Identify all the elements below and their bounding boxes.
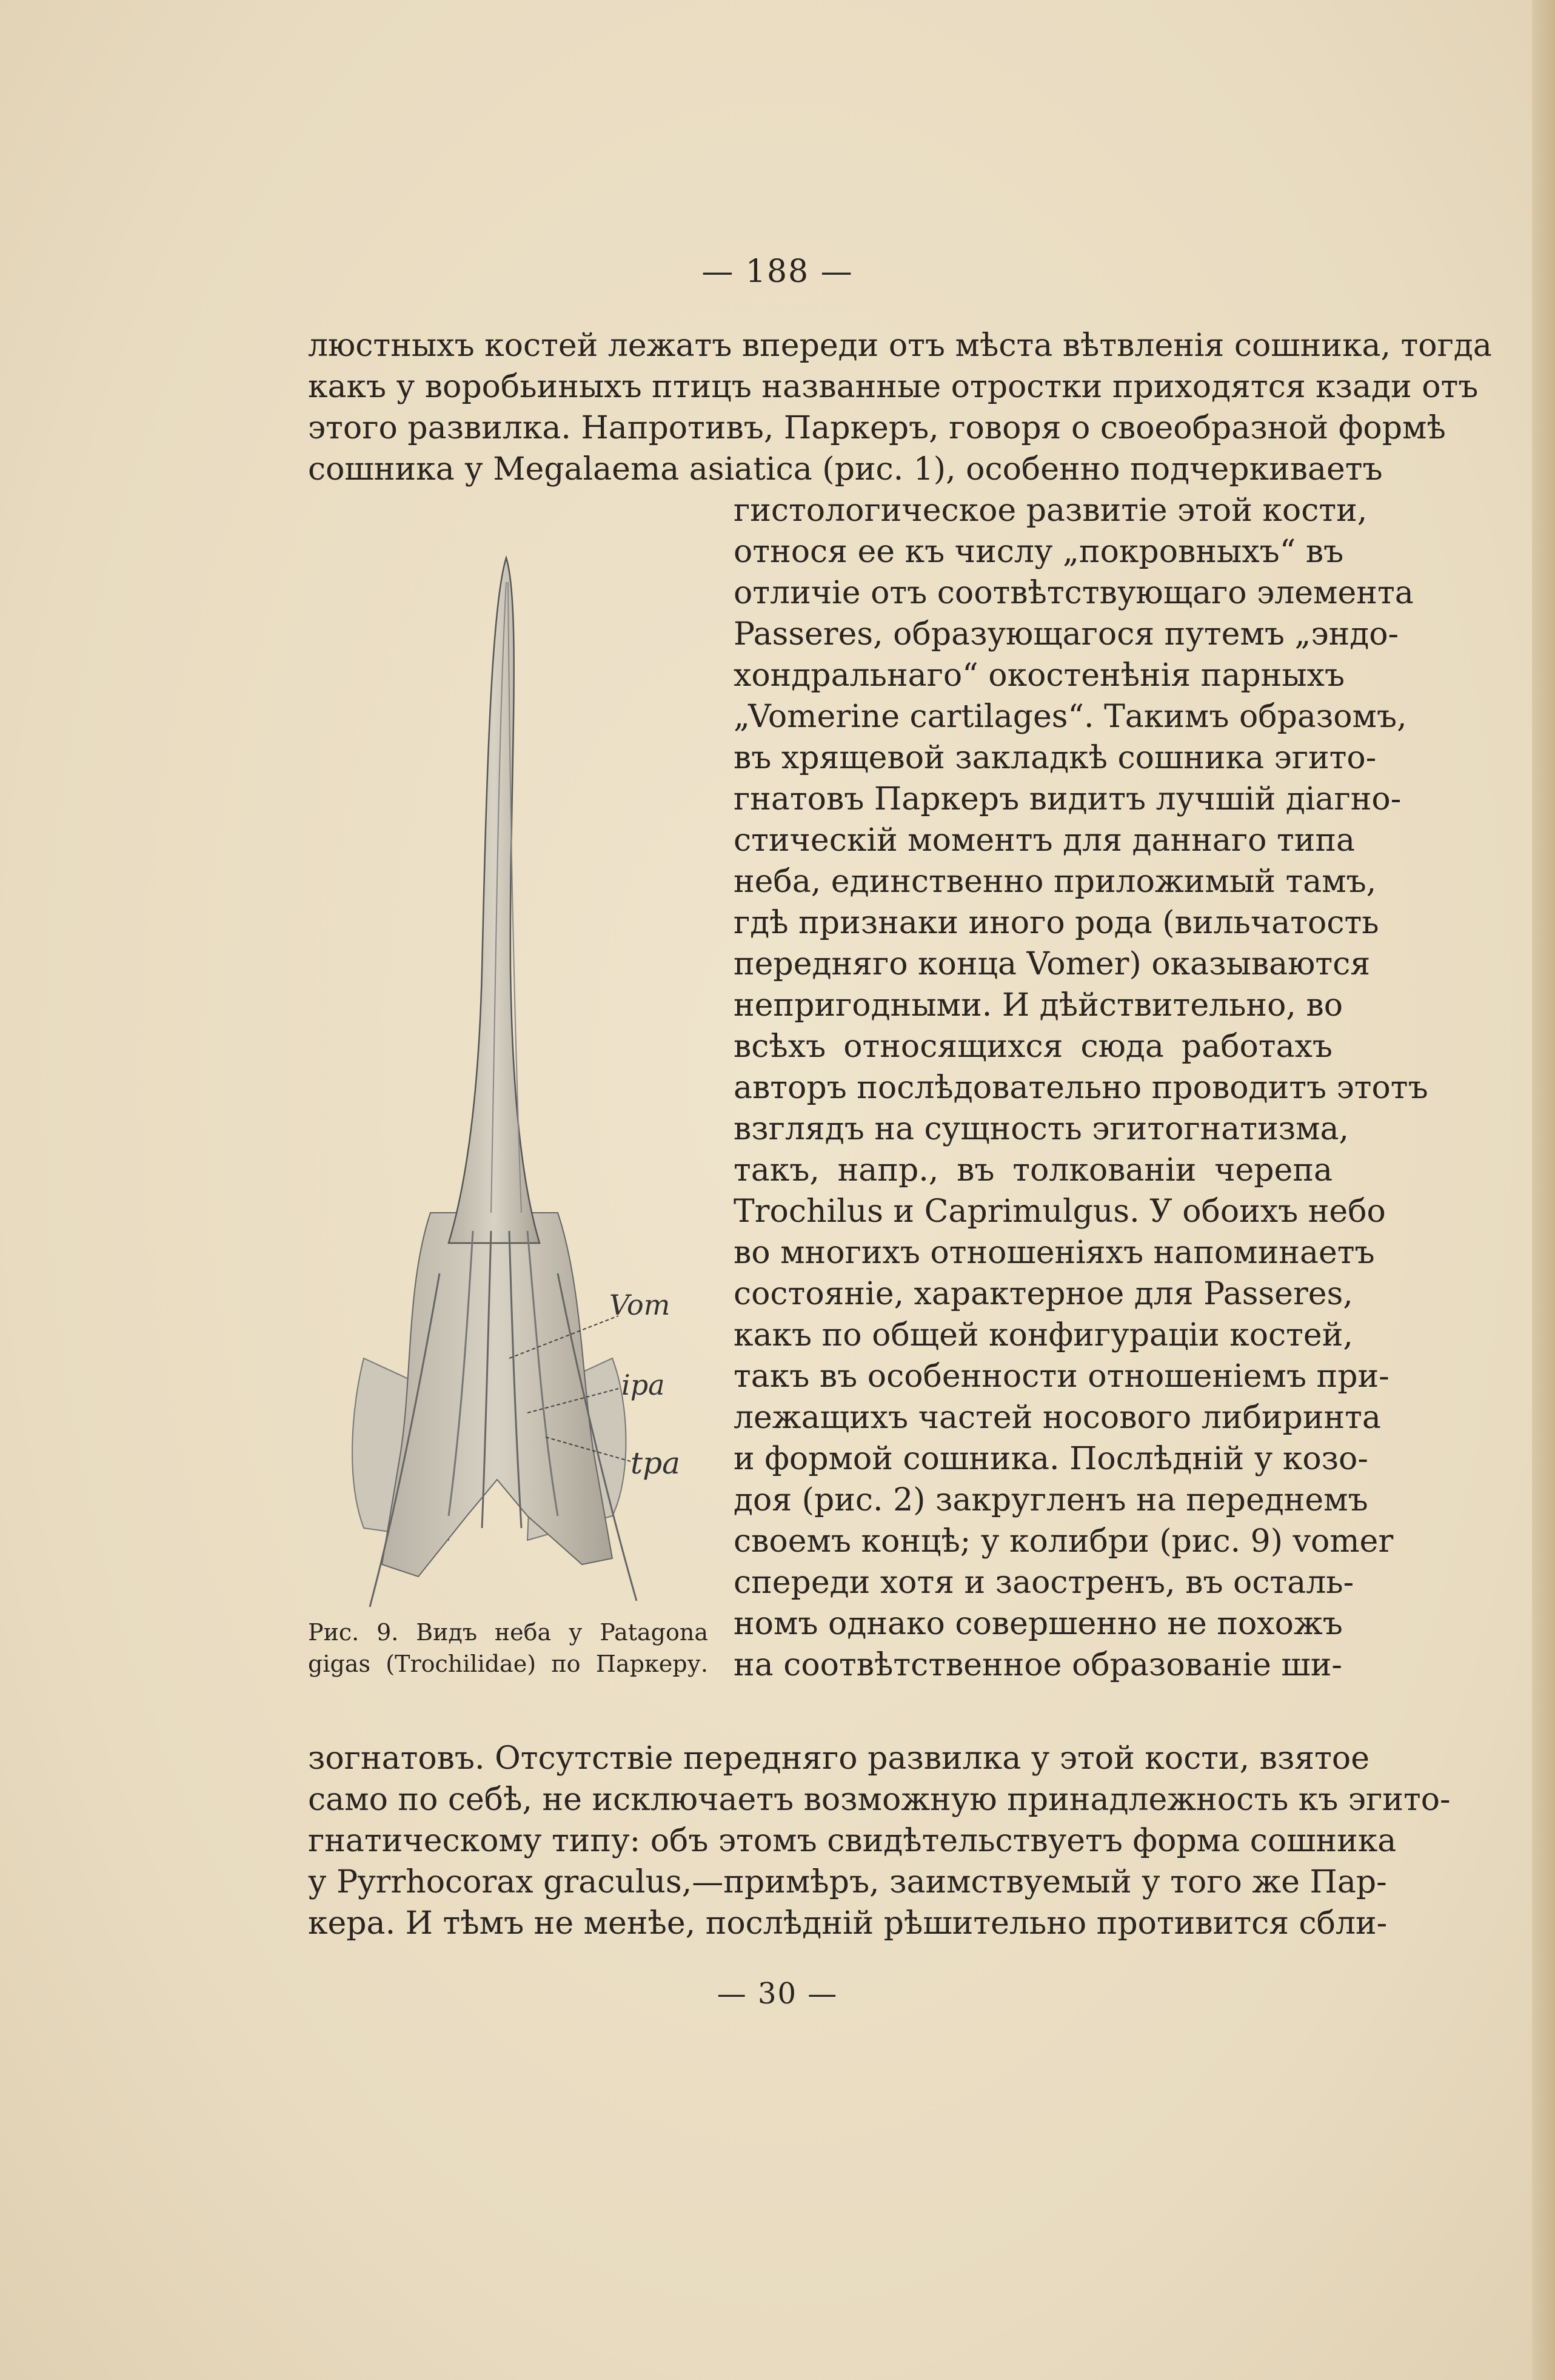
text-line: какъ у воробьиныхъ птицъ названные отростки приходятся кзади отъ (308, 369, 1479, 405)
text-line: гнатовъ Паркеръ видитъ лучшій діагно- (734, 781, 1402, 817)
figure-caption: Рис. 9. Видъ неба у Patagona (308, 1619, 708, 1646)
text-line: какъ по общей конфигураціи костей, (734, 1317, 1353, 1353)
text-line: номъ однако совершенно не похожъ (734, 1606, 1343, 1642)
text-line: гдѣ признаки иного рода (вильчатость (734, 905, 1379, 941)
text-line: люстныхъ костей лежатъ впереди отъ мѣста вѣтвленія сошника, тогда (308, 327, 1492, 364)
text-line: авторъ послѣдовательно проводитъ этотъ (734, 1070, 1428, 1106)
text-line: лежащихъ частей носового либиринта (734, 1400, 1381, 1436)
figure-caption: gigas (Trochilidae) по Паркеру. (308, 1651, 708, 1677)
text-line: на соотвѣтственное образованіе ши- (734, 1647, 1342, 1683)
signature-mark: — 30 — (717, 1977, 838, 2011)
text-line: у Pyrrhocorax graculus,—примѣръ, заимствуемый у того же Пар- (308, 1864, 1387, 1900)
text-line: такъ въ особенности отношеніемъ при- (734, 1358, 1389, 1395)
page-number: — 188 — (701, 253, 854, 290)
text-line: неба, единственно приложимый тамъ, (734, 863, 1377, 900)
text-line: взглядъ на сущность эгитогнатизма, (734, 1111, 1349, 1147)
text-line: Trochilus и Caprimulgus. У обоихъ небо (734, 1193, 1386, 1230)
text-line: передняго конца Vomer) оказываются (734, 946, 1371, 982)
label-ipa: ipa (621, 1369, 665, 1401)
text-line: сошника у Megalaema asiatica (рис. 1), особенно подчеркиваетъ (308, 451, 1383, 488)
text-line: спереди хотя и заостренъ, въ осталь- (734, 1564, 1354, 1601)
text-line: гнатическому типу: объ этомъ свидѣтельствуетъ форма сошника (308, 1823, 1397, 1859)
text-line: состояніе, характерное для Passeres, (734, 1276, 1353, 1312)
text-line: гистологическое развитіе этой кости, (734, 492, 1368, 529)
text-line: хондральнаго“ окостенѣнія парныхъ (734, 657, 1345, 694)
text-line: стическій моментъ для даннаго типа (734, 822, 1356, 859)
text-line: само по себѣ, не исключаетъ возможную принадлежность къ эгито- (308, 1782, 1451, 1818)
text-line: и формой сошника. Послѣдній у козо- (734, 1441, 1368, 1477)
text-line: непригодными. И дѣйствительно, во (734, 987, 1343, 1024)
label-tpa: tpa (630, 1446, 680, 1481)
text-line: такъ, напр., въ толкованіи черепа (734, 1152, 1333, 1188)
text-line: всѣхъ относящихся сюда работахъ (734, 1028, 1333, 1065)
text-line: во многихъ отношеніяхъ напоминаетъ (734, 1235, 1375, 1271)
label-vom: Vom (609, 1289, 670, 1321)
palate-figure (327, 546, 715, 1613)
text-line: Passeres, образующагося путемъ „эндо- (734, 616, 1399, 652)
text-line: зогнатовъ. Отсутствіе передняго развилка у этой кости, взятое (308, 1740, 1369, 1777)
text-line: относя ее къ числу „покровныхъ“ въ (734, 534, 1344, 570)
text-line: отличіе отъ соотвѣтствующаго элемента (734, 575, 1414, 611)
text-line: доя (рис. 2) закругленъ на переднемъ (734, 1482, 1368, 1518)
text-line: своемъ концѣ; у колибри (рис. 9) vomer (734, 1523, 1394, 1560)
text-line: этого развилка. Напротивъ, Паркеръ, говоря о своеобразной формѣ (308, 410, 1446, 446)
page-edge (1532, 0, 1555, 2380)
text-line: кера. И тѣмъ не менѣе, послѣдній рѣшительно противится сбли- (308, 1905, 1388, 1942)
text-line: „Vomerine cartilages“. Такимъ образомъ, (734, 699, 1407, 735)
text-line: въ хрящевой закладкѣ сошника эгито- (734, 740, 1377, 776)
